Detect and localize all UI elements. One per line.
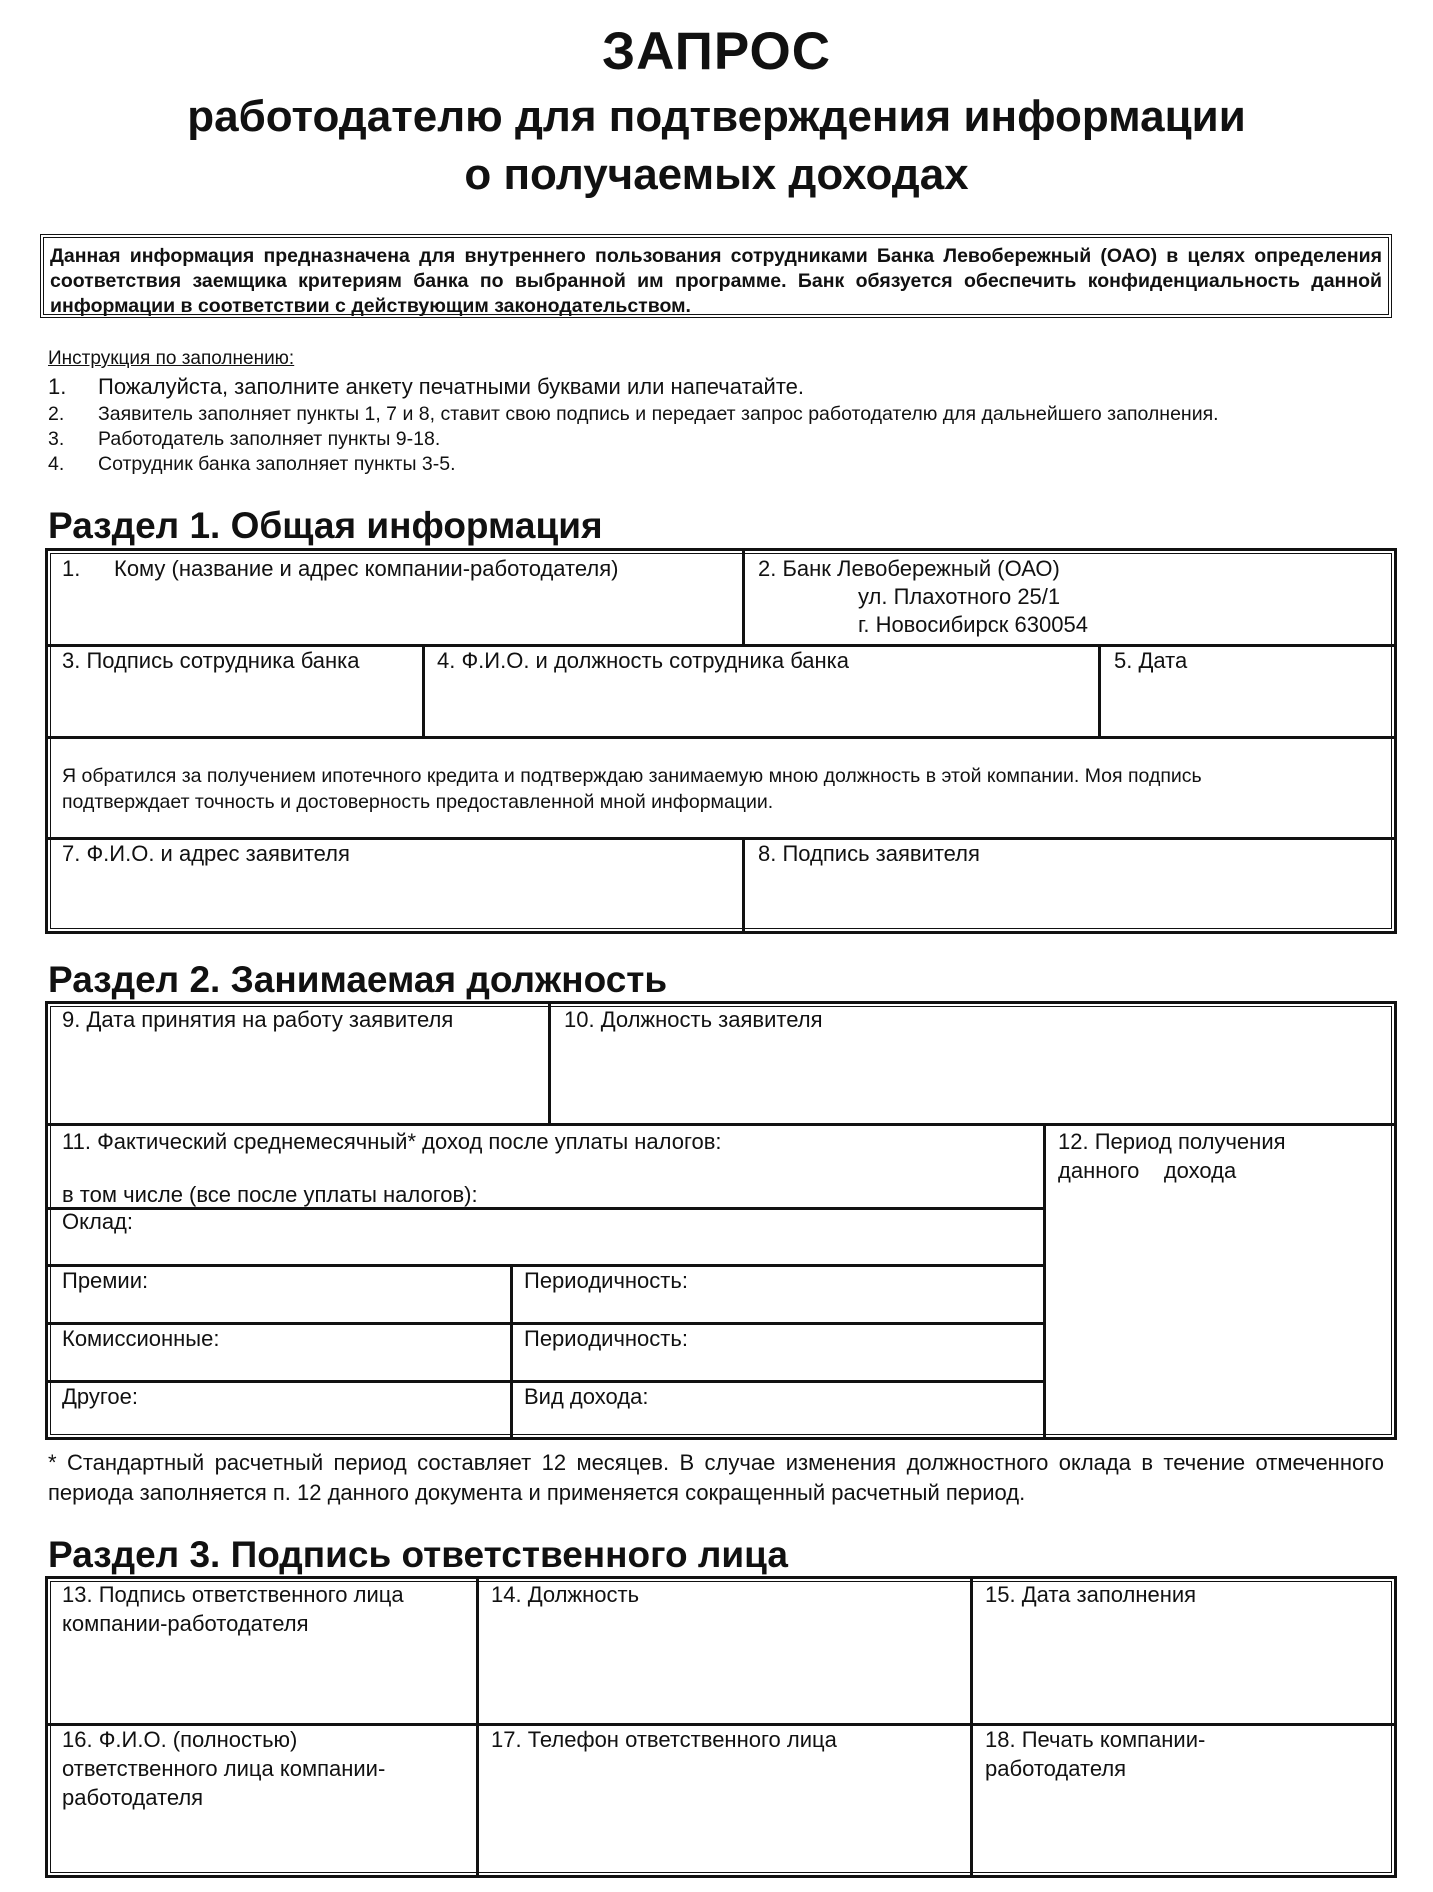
applicant-statement [48,739,1394,837]
field-18-label-line2: работодателя [985,1756,1127,1781]
field-11-label: 11. Фактический среднемесячный* доход после уплаты налогов: [62,1129,722,1154]
instruction-text: Заявитель заполняет пункты 1, 7 и 8, ставит свою подпись и передает запрос работодателю для дальнейшего заполнения. [98,403,1219,425]
field-3-label: 3. Подпись сотрудника банка [62,648,360,673]
field-2-address-line2: г. Новосибирск 630054 [858,612,1088,637]
field-18-label-line1: 18. Печать компании- [985,1727,1206,1752]
bonus-period-label: Периодичность: [524,1268,688,1293]
field-9-label: 9. Дата принятия на работу заявителя [62,1007,454,1032]
other-income-input[interactable] [48,1383,510,1437]
field-17-label: 17. Телефон ответственного лица [491,1727,837,1752]
field-15-label: 15. Дата заполнения [985,1582,1197,1607]
field-10-label: 10. Должность заявителя [564,1007,823,1032]
field-12-label-line2: данного дохода [1058,1158,1237,1183]
section3-title: Раздел 3. Подпись ответственного лица [48,1534,788,1575]
instruction-number: 1. [48,374,67,399]
applicant-statement-line2: подтверждает точность и достоверность предоставленной мной информации. [62,791,774,813]
field-2-address-line1: ул. Плахотного 25/1 [858,584,1061,609]
section1-table [45,548,1397,934]
field-2-bank [745,551,1394,644]
field-10-position-input[interactable] [551,1004,1394,1123]
section2-table [45,1001,1397,1440]
field-7-applicant-name-address-input[interactable] [48,840,742,931]
field-16-label-line3: работодателя [62,1785,204,1810]
field-9-hire-date-input[interactable] [48,1004,548,1123]
instruction-number: 3. [48,428,65,450]
field-12-label-line1: 12. Период получения [1058,1129,1286,1154]
field-17-phone-input[interactable] [479,1726,970,1875]
commission-period-label: Периодичность: [524,1326,688,1351]
field-13-label-line2: компании-работодателя [62,1611,309,1636]
applicant-statement-line1: Я обратился за получением ипотечного кредита и подтверждаю занимаемую мною должность в этой компании. Моя подпись [62,765,1202,787]
field-14-label: 14. Должность [491,1582,640,1607]
field-15-fill-date-input[interactable] [973,1579,1394,1723]
instruction-text: Пожалуйста, заполните анкету печатными буквами или напечатайте. [98,374,805,399]
commission-label: Комиссионные: [62,1326,220,1351]
field-5-date-input[interactable] [1101,647,1394,736]
field-5-label: 5. Дата [1114,648,1188,673]
field-1-employer-input[interactable] [48,551,742,644]
instruction-item [48,375,804,399]
instruction-number: 4. [48,453,65,475]
field-8-applicant-signature[interactable] [745,840,1394,931]
form-title: ЗАПРОС [601,22,832,81]
instruction-item [48,402,1219,426]
confidentiality-notice-text: Данная информация предназначена для внутреннего пользования сотрудниками Банка Левобережный (ОАО) в целях определения соответствия заемщика критериям банка по выбранной им программе. Банк обязуется обеспечить конфиденциальность данной информации в соответствии с действующим законодательством. [50,245,1382,317]
form-subtitle-line1: работодателю для подтверждения информации [187,92,1246,141]
field-2-label: 2. Банк Левобережный (ОАО) [758,556,1060,581]
field-8-label: 8. Подпись заявителя [758,841,980,866]
instruction-text: Сотрудник банка заполняет пункты 3-5. [98,453,456,475]
commission-period-input[interactable] [513,1325,1043,1380]
field-4-bank-employee-name-input[interactable] [425,647,1098,736]
instruction-item [48,452,456,476]
instruction-item [48,427,440,451]
field-16-responsible-name-input[interactable] [48,1726,476,1875]
field-13-label-line1: 13. Подпись ответственного лица [62,1582,404,1607]
field-7-label: 7. Ф.И.О. и адрес заявителя [62,841,350,866]
field-13-responsible-signature[interactable] [48,1579,476,1723]
commission-input[interactable] [48,1325,510,1380]
bonus-label: Премии: [62,1268,149,1293]
section2-title: Раздел 2. Занимаемая должность [48,959,668,1000]
field-11-income-input[interactable] [48,1126,1043,1207]
instruction-text: Работодатель заполняет пункты 9-18. [98,428,441,450]
income-footnote: * Стандартный расчетный период составляет 12 месяцев. В случае изменения должностного оклада в течение отмеченного периода заполняется п. 12 данного документа и применяется сокращенный расчетный период. [48,1450,1384,1505]
confidentiality-notice [40,234,1392,318]
field-18-company-stamp[interactable] [973,1726,1394,1875]
field-3-bank-employee-signature[interactable] [48,647,422,736]
field-11-including: в том числе (все после уплаты налогов): [62,1182,478,1207]
field-16-label-line1: 16. Ф.И.О. (полностью) [62,1727,298,1752]
bonus-period-input[interactable] [513,1267,1043,1322]
field-1-number: 1. [62,556,81,581]
form-subtitle-line2: о получаемых доходах [464,150,969,199]
section1-title: Раздел 1. Общая информация [48,505,603,546]
field-4-label: 4. Ф.И.О. и должность сотрудника банка [437,648,850,673]
instructions-title: Инструкция по заполнению: [48,348,295,369]
instruction-number: 2. [48,403,65,425]
other-income-label: Другое: [62,1384,139,1409]
salary-input[interactable] [48,1210,1043,1264]
section3-table [45,1576,1397,1878]
field-1-label: Кому (название и адрес компании-работодателя) [114,556,619,581]
field-12-income-period-input[interactable] [1046,1126,1394,1437]
salary-label: Оклад: [62,1209,134,1234]
bonus-input[interactable] [48,1267,510,1322]
field-16-label-line2: ответственного лица компании- [62,1756,386,1781]
income-type-input[interactable] [513,1383,1043,1437]
field-14-position-input[interactable] [479,1579,970,1723]
income-type-label: Вид дохода: [524,1384,649,1409]
